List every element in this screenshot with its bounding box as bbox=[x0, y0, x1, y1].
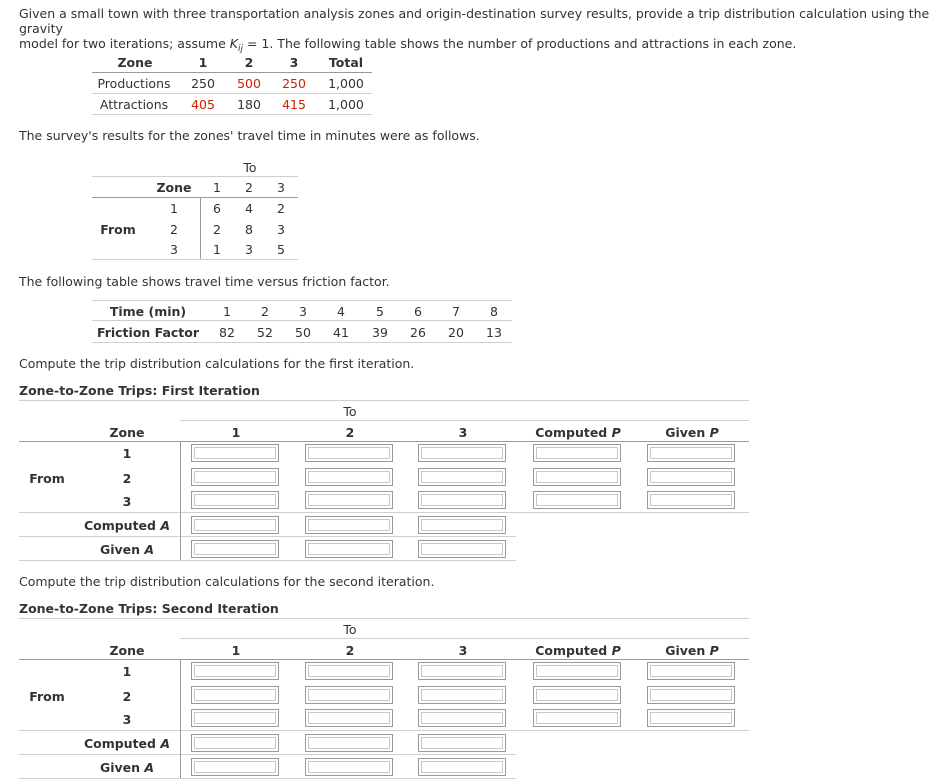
ff-factor-3: 50 bbox=[295, 325, 311, 340]
it2-given-a-label: Given A bbox=[99, 760, 155, 775]
iteration2-title: Zone-to-Zone Trips: Second Iteration bbox=[19, 601, 279, 616]
survey-text: The survey's results for the zones' travel time in minutes were as follows. bbox=[19, 128, 480, 143]
ff-time-5: 5 bbox=[376, 304, 384, 319]
it1-computed-a-rule bbox=[19, 536, 516, 537]
tt-row-3: 3 bbox=[170, 242, 178, 257]
it2-computed-p-3-input[interactable] bbox=[533, 709, 621, 727]
ff-time-8: 8 bbox=[490, 304, 498, 319]
it2-trip-3-1-input[interactable] bbox=[191, 709, 279, 727]
it2-given-p-3-input[interactable] bbox=[647, 709, 735, 727]
it2-computed-a-label: Computed A bbox=[83, 736, 171, 751]
it1-trip-1-3-input[interactable] bbox=[418, 444, 506, 462]
intro-line2-start: model for two iterations; assume bbox=[19, 36, 230, 51]
it1-computed-a-label: Computed A bbox=[83, 518, 171, 533]
it2-col-1: 1 bbox=[231, 643, 241, 658]
ff-factor-1: 82 bbox=[219, 325, 235, 340]
ff-bottom-rule bbox=[92, 342, 512, 343]
tt-header-rule bbox=[92, 197, 298, 198]
pa-prod-total: 1,000 bbox=[328, 76, 364, 91]
tt-cell-1-2: 4 bbox=[245, 201, 253, 216]
pa-prod-1: 250 bbox=[191, 76, 215, 91]
it1-divider bbox=[180, 441, 181, 560]
it1-row-1: 1 bbox=[122, 446, 132, 461]
it2-computed-a-3-input[interactable] bbox=[418, 734, 506, 752]
it1-given-a-label: Given A bbox=[99, 542, 155, 557]
it1-trip-3-3-input[interactable] bbox=[418, 491, 506, 509]
it2-trip-1-1-input[interactable] bbox=[191, 662, 279, 680]
pa-header-zone: Zone bbox=[117, 55, 153, 70]
it1-row-3: 3 bbox=[122, 494, 132, 509]
tt-from-label: From bbox=[100, 222, 136, 237]
ff-factor-8: 13 bbox=[486, 325, 502, 340]
it1-col-3: 3 bbox=[458, 425, 468, 440]
ff-time-1: 1 bbox=[223, 304, 231, 319]
tt-col-2: 2 bbox=[245, 180, 253, 195]
tt-cell-1-3: 2 bbox=[277, 201, 285, 216]
it2-header-rule bbox=[19, 659, 749, 660]
it2-computed-a-rule bbox=[19, 754, 516, 755]
ff-factor-4: 41 bbox=[333, 325, 349, 340]
tt-cell-3-1: 1 bbox=[213, 242, 221, 257]
friction-text: The following table shows travel time versus friction factor. bbox=[19, 274, 390, 289]
it2-col-2: 2 bbox=[345, 643, 355, 658]
it2-given-p-1-input[interactable] bbox=[647, 662, 735, 680]
ff-friction-label: Friction Factor bbox=[96, 325, 200, 340]
ff-time-3: 3 bbox=[299, 304, 307, 319]
it2-trip-2-2-input[interactable] bbox=[305, 686, 393, 704]
pa-attr-1: 405 bbox=[191, 97, 215, 112]
it2-row-3: 3 bbox=[122, 712, 132, 727]
k-variable: K bbox=[229, 36, 238, 51]
it2-bottom-rule bbox=[19, 778, 516, 779]
it2-col-3: 3 bbox=[458, 643, 468, 658]
it1-from-label: From bbox=[29, 471, 65, 486]
pa-prod-3: 250 bbox=[282, 76, 306, 91]
it2-trip-2-3-input[interactable] bbox=[418, 686, 506, 704]
it1-header-rule bbox=[19, 441, 749, 442]
it2-row-2: 2 bbox=[122, 689, 132, 704]
it2-top-rule bbox=[19, 618, 749, 619]
it2-given-a-1-input[interactable] bbox=[191, 758, 279, 776]
it1-computed-a-3-input[interactable] bbox=[418, 516, 506, 534]
pa-bottom-rule bbox=[92, 114, 372, 115]
iteration2-prompt: Compute the trip distribution calculations for the second iteration. bbox=[19, 574, 435, 589]
it2-trip-1-2-input[interactable] bbox=[305, 662, 393, 680]
intro-line2-end: = 1. The following table shows the number of productions and attractions in each zone. bbox=[242, 36, 797, 51]
it1-row-2: 2 bbox=[122, 471, 132, 486]
it1-zone-label: Zone bbox=[109, 425, 145, 440]
ff-time-6: 6 bbox=[414, 304, 422, 319]
it2-trip-1-3-input[interactable] bbox=[418, 662, 506, 680]
it1-from-rule bbox=[19, 512, 749, 513]
iteration1-title: Zone-to-Zone Trips: First Iteration bbox=[19, 383, 260, 398]
tt-cell-2-3: 3 bbox=[277, 222, 285, 237]
it1-computed-p-header: Computed P bbox=[535, 425, 621, 440]
pa-header-total: Total bbox=[328, 55, 364, 70]
it2-trip-3-2-input[interactable] bbox=[305, 709, 393, 727]
pa-row-rule bbox=[92, 93, 372, 94]
it2-given-a-3-input[interactable] bbox=[418, 758, 506, 776]
it1-computed-p-2-input[interactable] bbox=[533, 468, 621, 486]
pa-header-3: 3 bbox=[289, 55, 299, 70]
tt-col-1: 1 bbox=[213, 180, 221, 195]
ff-time-label: Time (min) bbox=[109, 304, 187, 319]
pa-attr-2: 180 bbox=[237, 97, 261, 112]
k-subscript: ij bbox=[237, 44, 243, 54]
it1-computed-p-1-input[interactable] bbox=[533, 444, 621, 462]
it2-given-p-header: Given P bbox=[665, 643, 719, 658]
tt-zone-label: Zone bbox=[156, 180, 192, 195]
pa-prod-2: 500 bbox=[237, 76, 261, 91]
it1-trip-2-2-input[interactable] bbox=[305, 468, 393, 486]
it1-top-rule bbox=[19, 400, 749, 401]
it2-row-1: 1 bbox=[122, 664, 132, 679]
ff-time-2: 2 bbox=[261, 304, 269, 319]
tt-col-3: 3 bbox=[277, 180, 285, 195]
tt-to-label: To bbox=[243, 160, 257, 175]
pa-attr-3: 415 bbox=[282, 97, 306, 112]
it1-computed-a-1-input[interactable] bbox=[191, 516, 279, 534]
it1-computed-p-3-input[interactable] bbox=[533, 491, 621, 509]
pa-header-rule bbox=[92, 72, 372, 73]
it2-trip-2-1-input[interactable] bbox=[191, 686, 279, 704]
tt-divider bbox=[200, 197, 201, 259]
tt-cell-1-1: 6 bbox=[213, 201, 221, 216]
it2-trip-3-3-input[interactable] bbox=[418, 709, 506, 727]
it2-given-p-2-input[interactable] bbox=[647, 686, 735, 704]
it1-given-a-2-input[interactable] bbox=[305, 540, 393, 558]
ff-time-4: 4 bbox=[337, 304, 345, 319]
tt-to-rule bbox=[92, 176, 298, 177]
tt-cell-2-2: 8 bbox=[245, 222, 253, 237]
ff-time-7: 7 bbox=[452, 304, 460, 319]
it1-trip-2-1-input[interactable] bbox=[191, 468, 279, 486]
iteration1-prompt: Compute the trip distribution calculations for the first iteration. bbox=[19, 356, 415, 371]
it2-divider bbox=[180, 659, 181, 778]
it2-to-rule bbox=[180, 638, 749, 639]
pa-label-attractions: Attractions bbox=[99, 97, 169, 112]
it1-given-p-2-input[interactable] bbox=[647, 468, 735, 486]
it2-computed-a-2-input[interactable] bbox=[305, 734, 393, 752]
tt-cell-3-2: 3 bbox=[245, 242, 253, 257]
it1-trip-2-3-input[interactable] bbox=[418, 468, 506, 486]
ff-factor-7: 20 bbox=[448, 325, 464, 340]
pa-label-productions: Productions bbox=[97, 76, 171, 91]
ff-mid-rule bbox=[92, 320, 512, 321]
it1-to-rule bbox=[180, 420, 749, 421]
it1-given-p-3-input[interactable] bbox=[647, 491, 735, 509]
it2-computed-p-1-input[interactable] bbox=[533, 662, 621, 680]
it2-zone-label: Zone bbox=[109, 643, 145, 658]
pa-attr-total: 1,000 bbox=[328, 97, 364, 112]
it1-computed-a-2-input[interactable] bbox=[305, 516, 393, 534]
it1-given-p-1-input[interactable] bbox=[647, 444, 735, 462]
tt-row-1: 1 bbox=[170, 201, 178, 216]
problem-statement bbox=[19, 6, 931, 57]
ff-top-rule bbox=[92, 300, 512, 301]
it1-col-1: 1 bbox=[231, 425, 241, 440]
it2-to-label: To bbox=[343, 622, 357, 637]
it2-from-label: From bbox=[29, 689, 65, 704]
pa-header-1: 1 bbox=[198, 55, 208, 70]
it1-to-label: To bbox=[343, 404, 357, 419]
it2-given-a-2-input[interactable] bbox=[305, 758, 393, 776]
ff-factor-2: 52 bbox=[257, 325, 273, 340]
it1-given-a-3-input[interactable] bbox=[418, 540, 506, 558]
tt-cell-2-1: 2 bbox=[213, 222, 221, 237]
it1-trip-1-1-input[interactable] bbox=[191, 444, 279, 462]
it1-trip-3-1-input[interactable] bbox=[191, 491, 279, 509]
intro-line1: Given a small town with three transportation analysis zones and origin-destination survey results, provide a trip distribution calculation using the gravity bbox=[19, 6, 930, 36]
it2-computed-a-1-input[interactable] bbox=[191, 734, 279, 752]
it2-computed-p-header: Computed P bbox=[535, 643, 621, 658]
tt-row-2: 2 bbox=[170, 222, 178, 237]
tt-bottom-rule bbox=[92, 259, 298, 260]
it2-from-rule bbox=[19, 730, 749, 731]
it1-given-p-header: Given P bbox=[665, 425, 719, 440]
ff-factor-5: 39 bbox=[372, 325, 388, 340]
it1-given-a-1-input[interactable] bbox=[191, 540, 279, 558]
it1-col-2: 2 bbox=[345, 425, 355, 440]
pa-header-2: 2 bbox=[244, 55, 254, 70]
it1-trip-3-2-input[interactable] bbox=[305, 491, 393, 509]
tt-cell-3-3: 5 bbox=[277, 242, 285, 257]
it1-trip-1-2-input[interactable] bbox=[305, 444, 393, 462]
it2-computed-p-2-input[interactable] bbox=[533, 686, 621, 704]
ff-factor-6: 26 bbox=[410, 325, 426, 340]
it1-bottom-rule bbox=[19, 560, 516, 561]
